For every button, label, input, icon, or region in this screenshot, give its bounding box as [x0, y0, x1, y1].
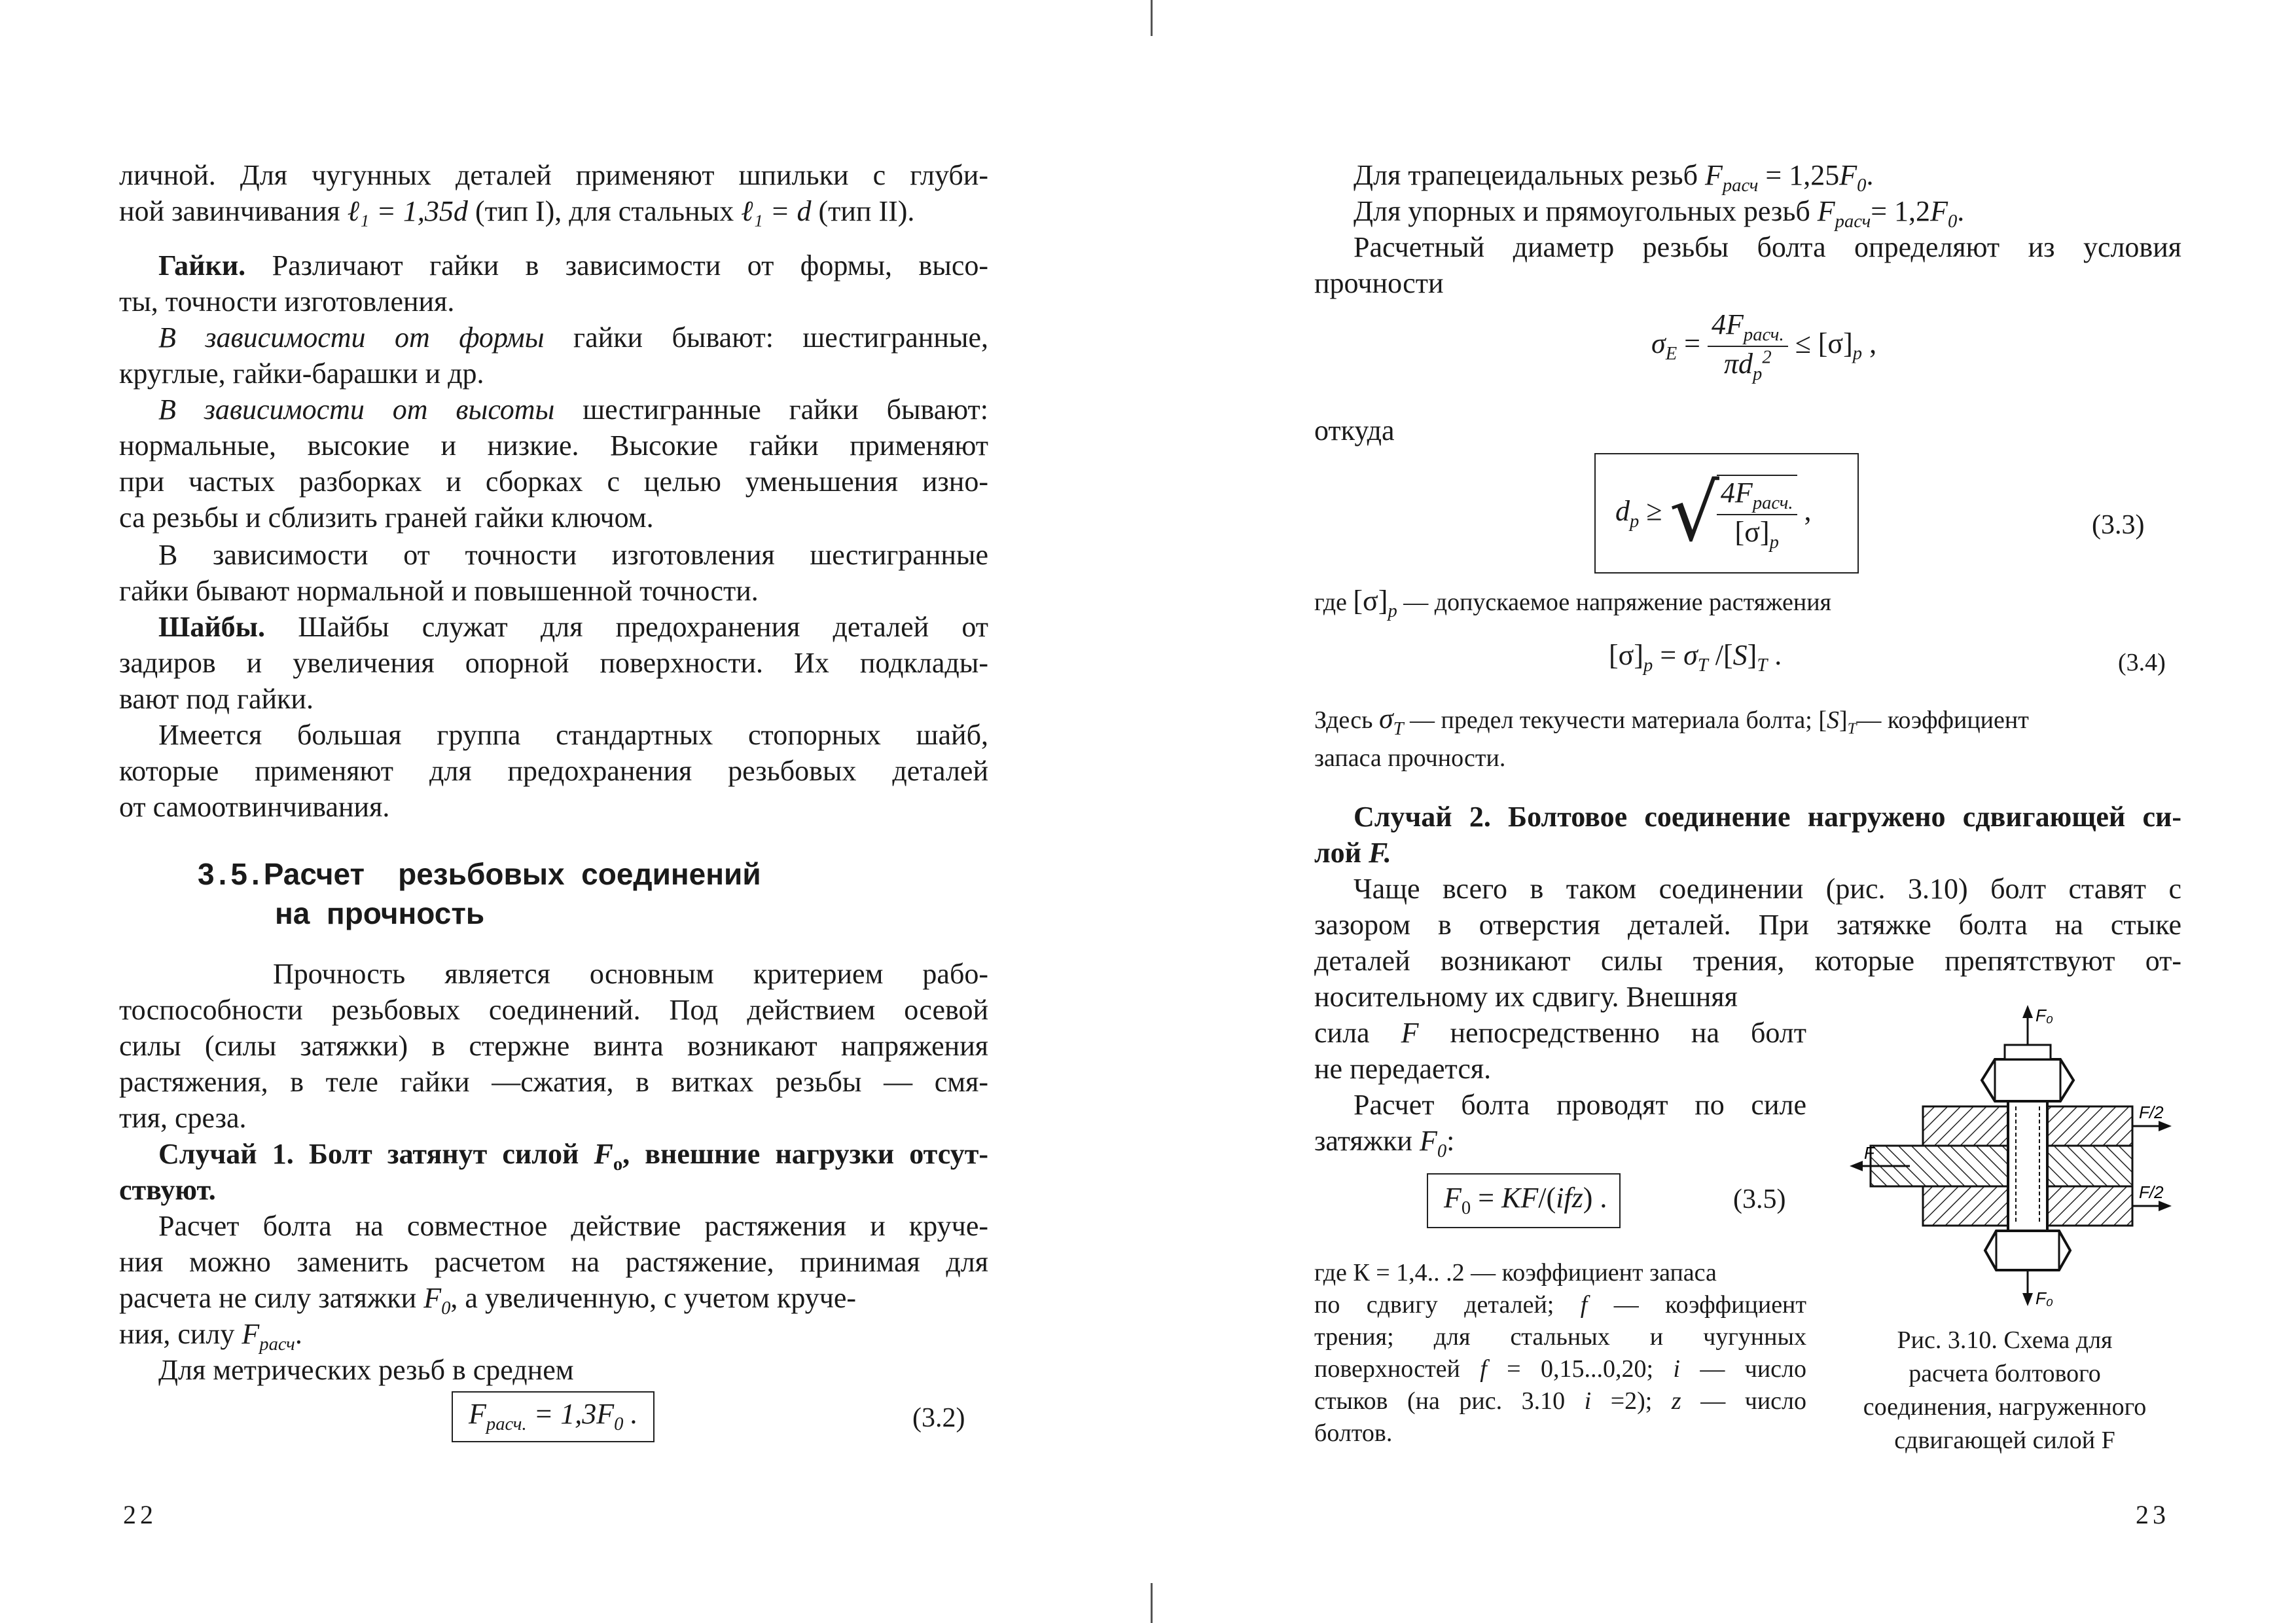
top-plate-left: [1923, 1106, 2008, 1146]
bolt-joint-figure: [1844, 1002, 2172, 1309]
figure-caption: Рис. 3.10. Схема для расчета болтового соединения, нагруженного сдвигающей силой F: [1863, 1326, 2147, 1454]
left-page: [119, 0, 988, 1623]
page-number-left: 22: [123, 1500, 157, 1529]
often-paragraph: Чаще всего в таком соединении (рис. 3.10) болт ставят с зазором в отверстия деталей. При затяжке болта на стыке деталей возникают силы трения, которые препятствуют от-: [1314, 873, 2181, 977]
washers-paragraph: Шайбы. Шайбы служат для предохранения деталей от задиров и увеличения опорной поверхности. Их подклады- вают под гайки.: [119, 611, 988, 715]
equation-3-5: $F_0 = KF/(ifz)$ .: [1444, 1182, 1607, 1218]
section-heading: 3.5.Расчет резьбовых соединений на прочность: [198, 857, 761, 930]
calc-paragraph: Расчет болта на совместное действие растяжения и круче- ния можно заменить расчетом на растяжение, принимая для расчета не силу затяжки $F_0$, а увеличенную, с учетом круче- ния, силу $F_{расч}$.: [119, 1210, 988, 1355]
often-paragraph-continued: носительному их сдвигу. Внешняя сила F непосредственно на болт не передается.: [1314, 981, 1806, 1085]
middle-plate-right: [2047, 1146, 2132, 1186]
f0-bottom-label: F₀: [2036, 1288, 2053, 1308]
f2-bottom-label: F/2: [2139, 1182, 2164, 1202]
strength-paragraph: Прочность является основным критерием рабо- тоспособности резьбовых соединений. Под действием осевой силы (силы затяжки) в стержне винта возникают напряжения растяжения, в теле гайки —сжатия, в витках резьбы — смя- тия, среза.: [119, 958, 988, 1134]
whence-line: откуда: [1314, 414, 1395, 447]
f-left-label: F: [1864, 1143, 1874, 1163]
nuts-shape-paragraph: В зависимости от формы гайки бывают: шестигранные, круглые, гайки-барашки и др.: [119, 321, 988, 390]
equation-3-4: $[\sigma]_p = \sigma_T$ $/[S]_T$ .: [1609, 639, 1782, 676]
f2-top-label: F/2: [2139, 1103, 2164, 1122]
crop-mark-top: [1151, 0, 1153, 36]
bolt-shank: [2008, 1101, 2047, 1231]
intro-paragraph: личной. Для чугунных деталей применяют шпильки с глуби- ной завинчивания ℓ₁ = 1,35d (тип I), для стальных ℓ₁ = d (тип II).: [119, 159, 988, 227]
right-page: [1314, 0, 2181, 1623]
bottom-plate-right: [2047, 1186, 2132, 1226]
case1-heading: Случай 1. Болт затянут силой $F_o$, внешние нагрузки отсут- ствуют.: [119, 1138, 988, 1206]
nuts-paragraph: Гайки. Различают гайки в зависимости от формы, высо- ты, точности изготовления.: [119, 249, 988, 318]
stress-formula: $\sigma_E$ = $\frac{4F_{расч.}}{\pi d_p^2}$ ≤ $[\sigma]_p$ ,: [1651, 308, 1877, 384]
diameter-paragraph: Расчетный диаметр резьбы болта определяют из условия прочности: [1314, 231, 2181, 299]
equation-3-2: $F_{расч.} = 1,3F_0$ .: [469, 1398, 638, 1434]
nuts-accuracy-paragraph: В зависимости от точности изготовления шестигранные гайки бывают нормальной и повышенной точности.: [119, 539, 988, 607]
crop-mark-bottom: [1151, 1583, 1153, 1623]
bolt-calc-paragraph: Расчет болта проводят по силе затяжки $F_0$:: [1314, 1089, 1806, 1161]
equation-3-5-number: (3.5): [1733, 1184, 1786, 1214]
nuts-height-paragraph: В зависимости от высоты шестигранные гайки бывают: нормальные, высокие и низкие. Высокие гайки применяют при частых разборках и сборках с целью уменьшения изно- са резьбы и сблизить граней гайки ключом.: [119, 393, 988, 534]
lock-washers-paragraph: Имеется большая группа стандартных стопорных шайб, которые применяют для предохранения резьбовых деталей от самоотвинчивания.: [119, 719, 988, 823]
allowable-stress-line: где $[\sigma]_p$ — допускаемое напряжение растяжения: [1314, 585, 1832, 621]
equation-3-2-number: (3.2): [912, 1403, 965, 1433]
coefficients-paragraph: где К = 1,4.. .2 — коэффициент запаса по сдвигу деталей; f — коэффициент трения; для стальных и чугунных поверхностей f = 0,15...0,20; i — число стыков (на рис. 3.10 i =2); z — число болтов.: [1314, 1259, 1807, 1447]
bolt-head: [1985, 1231, 2070, 1270]
equation-3-4-number: (3.4): [2118, 649, 2166, 676]
f0-top-label: F₀: [2036, 1006, 2053, 1025]
case2-heading: Случай 2. Болтовое соединение нагружено сдвигающей си- лой F.: [1314, 801, 2181, 869]
trap-lines: Для трапецеидальных резьб $F_{расч} = 1,25F_0$. Для упорных и прямоугольных резьб $F_{расч}= 1,2F_0$.: [1354, 159, 1965, 232]
page-number-right: 23: [2136, 1500, 2170, 1529]
metric-paragraph: Для метрических резьб в среднем: [158, 1354, 574, 1386]
bottom-plate-left: [1923, 1186, 2008, 1226]
here-paragraph: Здесь $\sigma_T$ — предел текучести материала болта; $[S]_T—$ коэффициент запаса прочности.: [1314, 702, 2029, 772]
top-plate-right: [2047, 1106, 2132, 1146]
equation-3-3: $d_p$ ≥ √ $\frac{4F_{расч.}}{[\sigma]_p}$ ,: [1615, 468, 1812, 559]
equation-3-3-number: (3.3): [2092, 510, 2145, 540]
